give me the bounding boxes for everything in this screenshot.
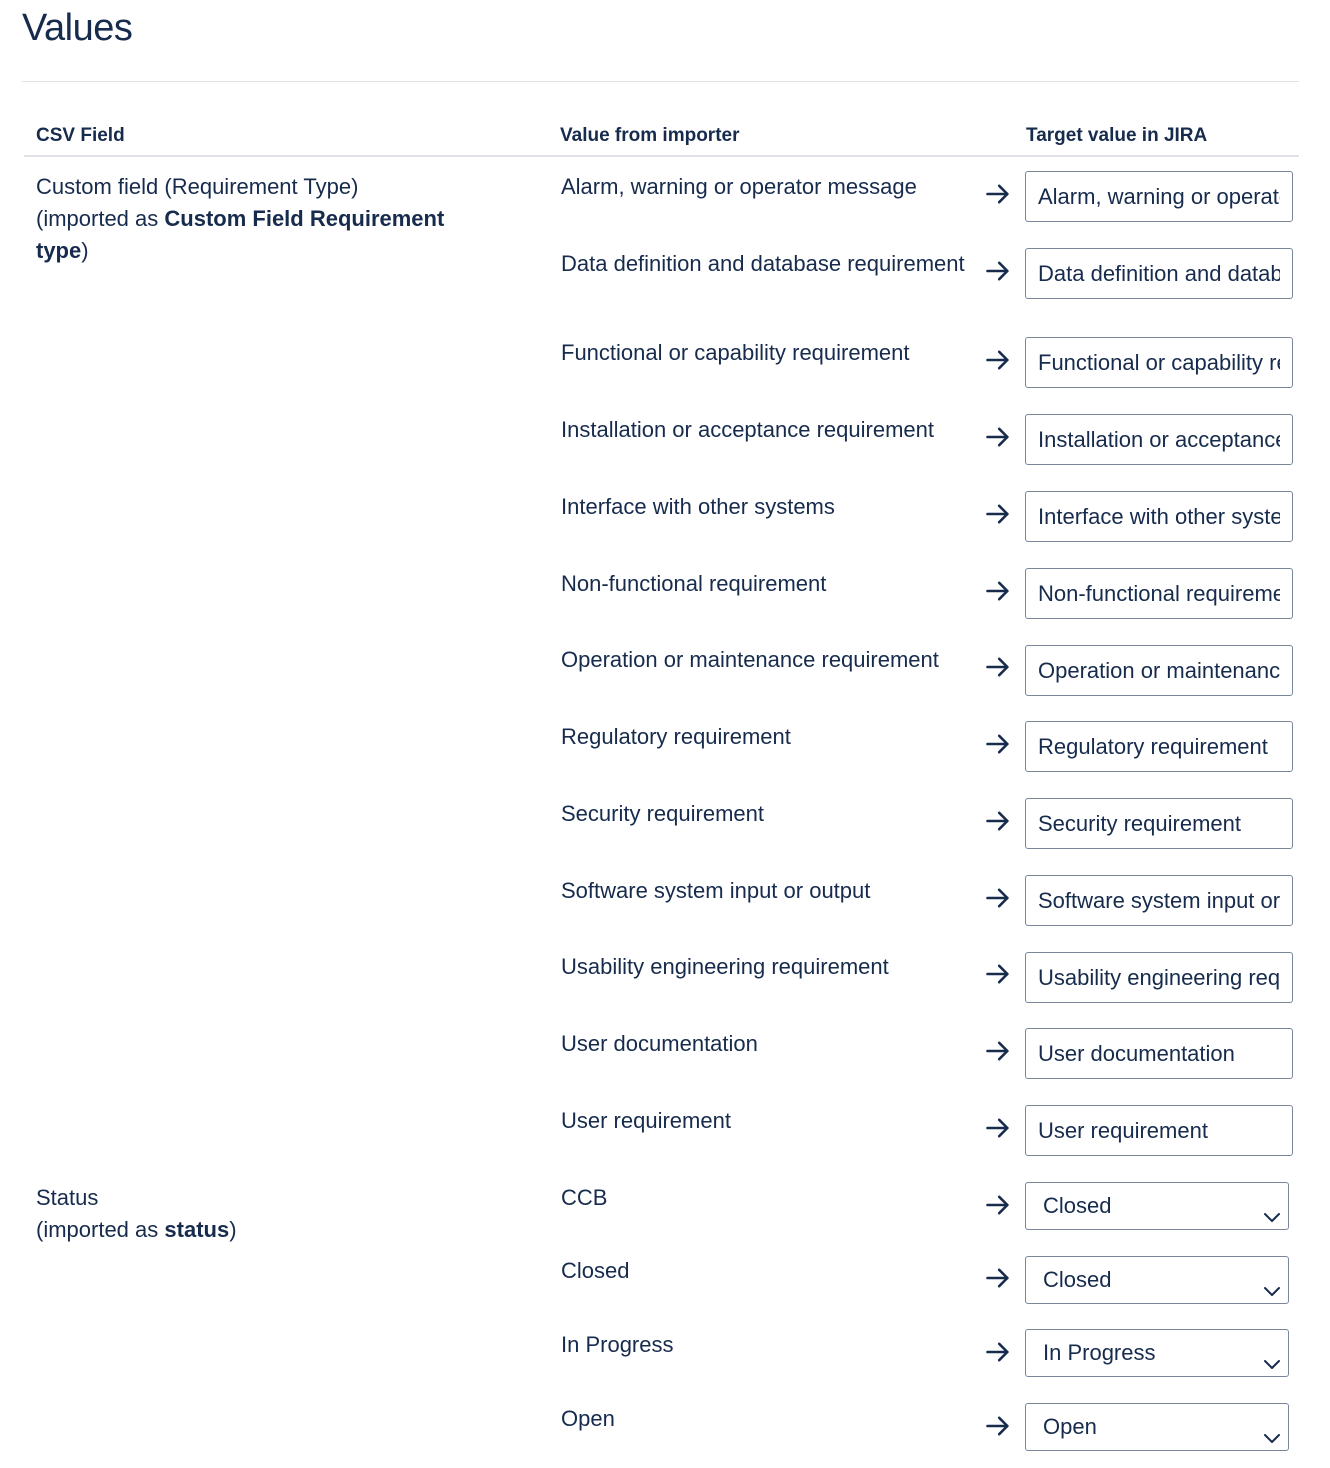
target-value-input[interactable]	[1025, 721, 1293, 772]
importer-value: Non-functional requirement	[561, 571, 827, 596]
field-name: Status	[36, 1185, 99, 1210]
target-value-input[interactable]	[1025, 1028, 1293, 1079]
selected-value: Open	[1043, 1414, 1097, 1439]
importer-value: Software system input or output	[561, 878, 871, 903]
importer-value: Security requirement	[561, 801, 764, 826]
target-value-input[interactable]	[1025, 568, 1293, 619]
arrow-right-icon	[984, 1114, 1012, 1142]
target-status-select[interactable]	[1025, 1403, 1289, 1451]
selected-value: Closed	[1043, 1267, 1112, 1292]
field-imported-prefix: (imported as	[36, 1217, 165, 1242]
target-value-input[interactable]	[1025, 491, 1293, 542]
importer-value: Interface with other systems	[561, 494, 835, 519]
title-divider	[22, 81, 1299, 82]
importer-value: Data definition and database requirement	[561, 251, 965, 276]
header-csv-field: CSV Field	[36, 125, 125, 146]
arrow-right-icon	[984, 1264, 1012, 1292]
arrow-right-icon	[984, 884, 1012, 912]
selected-value: Closed	[1043, 1193, 1112, 1218]
field-imported-name: status	[164, 1217, 230, 1242]
arrow-right-icon	[984, 1191, 1012, 1219]
chevron-down-icon	[1262, 1344, 1282, 1364]
chevron-down-icon	[1262, 1197, 1282, 1217]
chevron-down-icon	[1262, 1271, 1282, 1291]
arrow-right-icon	[984, 577, 1012, 605]
field-imported-name: Custom Field Requirement	[164, 206, 445, 231]
target-status-select[interactable]	[1025, 1329, 1289, 1377]
selected-value: In Progress	[1043, 1340, 1156, 1365]
importer-value: Open	[561, 1406, 615, 1431]
arrow-right-icon	[984, 346, 1012, 374]
importer-value: In Progress	[561, 1332, 674, 1357]
importer-value: User documentation	[561, 1031, 758, 1056]
arrow-right-icon	[984, 1412, 1012, 1440]
arrow-right-icon	[984, 653, 1012, 681]
field-imported-name-cont: type	[36, 238, 82, 263]
target-value-input[interactable]	[1025, 645, 1293, 696]
arrow-right-icon	[984, 423, 1012, 451]
target-value-input[interactable]	[1025, 171, 1293, 222]
csv-field-requirement-type	[36, 171, 506, 267]
arrow-right-icon	[984, 730, 1012, 758]
target-status-select[interactable]	[1025, 1182, 1289, 1230]
arrow-right-icon	[984, 500, 1012, 528]
importer-value: Usability engineering requirement	[561, 954, 889, 979]
importer-value: Functional or capability requirement	[561, 340, 910, 365]
header-target-value: Target value in JIRA	[1026, 125, 1208, 146]
field-name: Custom field (Requirement Type)	[36, 174, 359, 199]
target-value-input[interactable]	[1025, 798, 1293, 849]
importer-value: Operation or maintenance requirement	[561, 647, 939, 672]
chevron-down-icon	[1262, 1418, 1282, 1438]
target-status-select[interactable]	[1025, 1256, 1289, 1304]
arrow-right-icon	[984, 807, 1012, 835]
header-value-from-importer: Value from importer	[560, 125, 740, 146]
target-value-input[interactable]	[1025, 414, 1293, 465]
csv-field-status	[36, 1182, 506, 1246]
importer-value: Alarm, warning or operator message	[561, 174, 917, 199]
importer-value: Closed	[561, 1258, 630, 1283]
arrow-right-icon	[984, 960, 1012, 988]
arrow-right-icon	[984, 1338, 1012, 1366]
target-value-input[interactable]	[1025, 1105, 1293, 1156]
importer-value: Regulatory requirement	[561, 724, 791, 749]
target-value-input[interactable]	[1025, 952, 1293, 1003]
target-value-input[interactable]	[1025, 337, 1293, 388]
importer-value: Installation or acceptance requirement	[561, 417, 934, 442]
arrow-right-icon	[984, 1037, 1012, 1065]
importer-value: User requirement	[561, 1108, 731, 1133]
field-imported-prefix: (imported as	[36, 206, 165, 231]
field-imported-suffix: )	[81, 238, 89, 263]
page-title: Values	[22, 7, 133, 49]
header-divider	[24, 155, 1299, 157]
arrow-right-icon	[984, 257, 1012, 285]
target-value-input[interactable]	[1025, 875, 1293, 926]
field-imported-suffix: )	[229, 1217, 237, 1242]
importer-value: CCB	[561, 1185, 608, 1210]
arrow-right-icon	[984, 180, 1012, 208]
target-value-input[interactable]	[1025, 248, 1293, 299]
